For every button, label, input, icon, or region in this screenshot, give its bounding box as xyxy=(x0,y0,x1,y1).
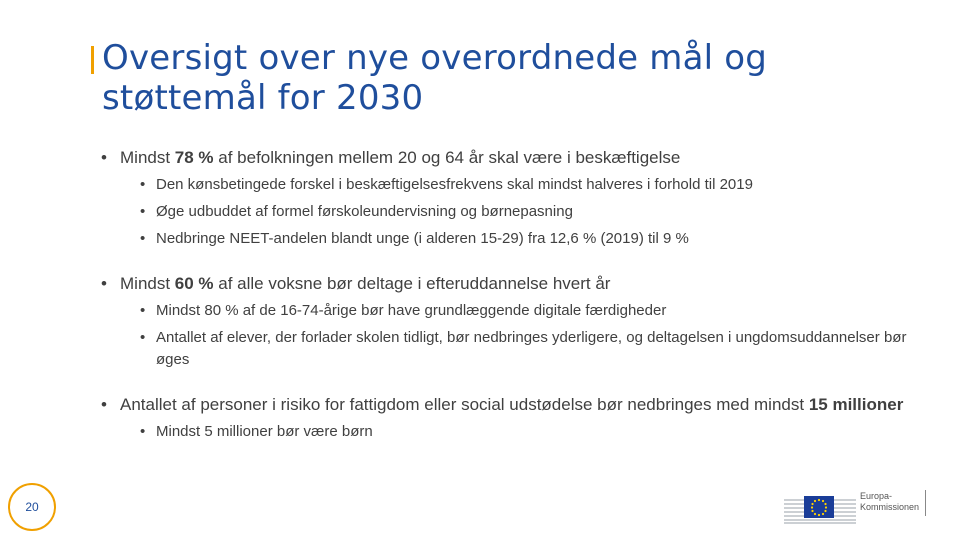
bullet-marker: • xyxy=(140,302,146,319)
sub-bullet-list xyxy=(100,300,940,371)
slide-content xyxy=(100,146,940,448)
bold-figure: 78 % xyxy=(174,148,214,167)
bullet-marker: • xyxy=(140,203,146,220)
bullet-employment: • Mindst 78 % af befolkningen mellem 20 og 64 år skal være i beskæftigelse xyxy=(101,148,681,167)
sub-bullet: • Mindst 80 % af de 16-74-årige bør have grundlæggende digitale færdigheder xyxy=(100,300,940,322)
bullet-group-employment xyxy=(100,146,940,250)
bold-figure: 15 millioner xyxy=(808,395,904,414)
sub-bullet: • Nedbringe NEET-andelen blandt unge (i alderen 15-29) fra 12,6 % (2019) til 9 % xyxy=(100,228,940,250)
logo-divider xyxy=(925,490,926,516)
bullet-marker: • xyxy=(140,176,146,193)
sub-bullet: • Øge udbuddet af formel førskoleundervisning og børnepasning xyxy=(100,201,940,223)
sub-bullet: • Mindst 5 millioner bør være børn xyxy=(100,421,940,443)
bullet-marker: • xyxy=(140,329,146,346)
sub-bullet: • Den kønsbetingede forskel i beskæftigelsesfrekvens skal mindst halveres i forhold til 2019 xyxy=(100,174,940,196)
sub-bullet-list xyxy=(100,421,940,443)
bullet-marker: • xyxy=(101,395,107,414)
bullet-marker: • xyxy=(101,148,107,167)
bullet-group-education xyxy=(100,272,940,371)
logo-text: Europa- Kommissionen xyxy=(860,491,920,512)
bullet-poverty: • Antallet af personer i risiko for fattigdom eller social udstødelse bør nedbringes med mindst 15 millioner xyxy=(101,395,904,414)
bullet-marker: • xyxy=(101,274,107,293)
bullet-group-poverty xyxy=(100,393,940,443)
european-commission-logo xyxy=(784,488,929,528)
page-number: 20 xyxy=(8,483,56,531)
bold-figure: 60 % xyxy=(174,274,214,293)
bullet-marker: • xyxy=(140,423,146,440)
slide-title: Oversigt over nye overordnede mål og støttemål for 2030 xyxy=(102,38,768,118)
sub-bullet: • Antallet af elever, der forlader skolen tidligt, bør nedbringes yderligere, og deltagelsen i ungdomsuddannelser bør øges xyxy=(140,329,907,368)
sub-bullet-list xyxy=(100,174,940,250)
commission-building-icon xyxy=(784,494,856,524)
bullet-marker: • xyxy=(140,230,146,247)
title-accent-bar xyxy=(91,46,94,74)
bullet-education: • Mindst 60 % af alle voksne bør deltage i efteruddannelse hvert år xyxy=(101,274,611,293)
